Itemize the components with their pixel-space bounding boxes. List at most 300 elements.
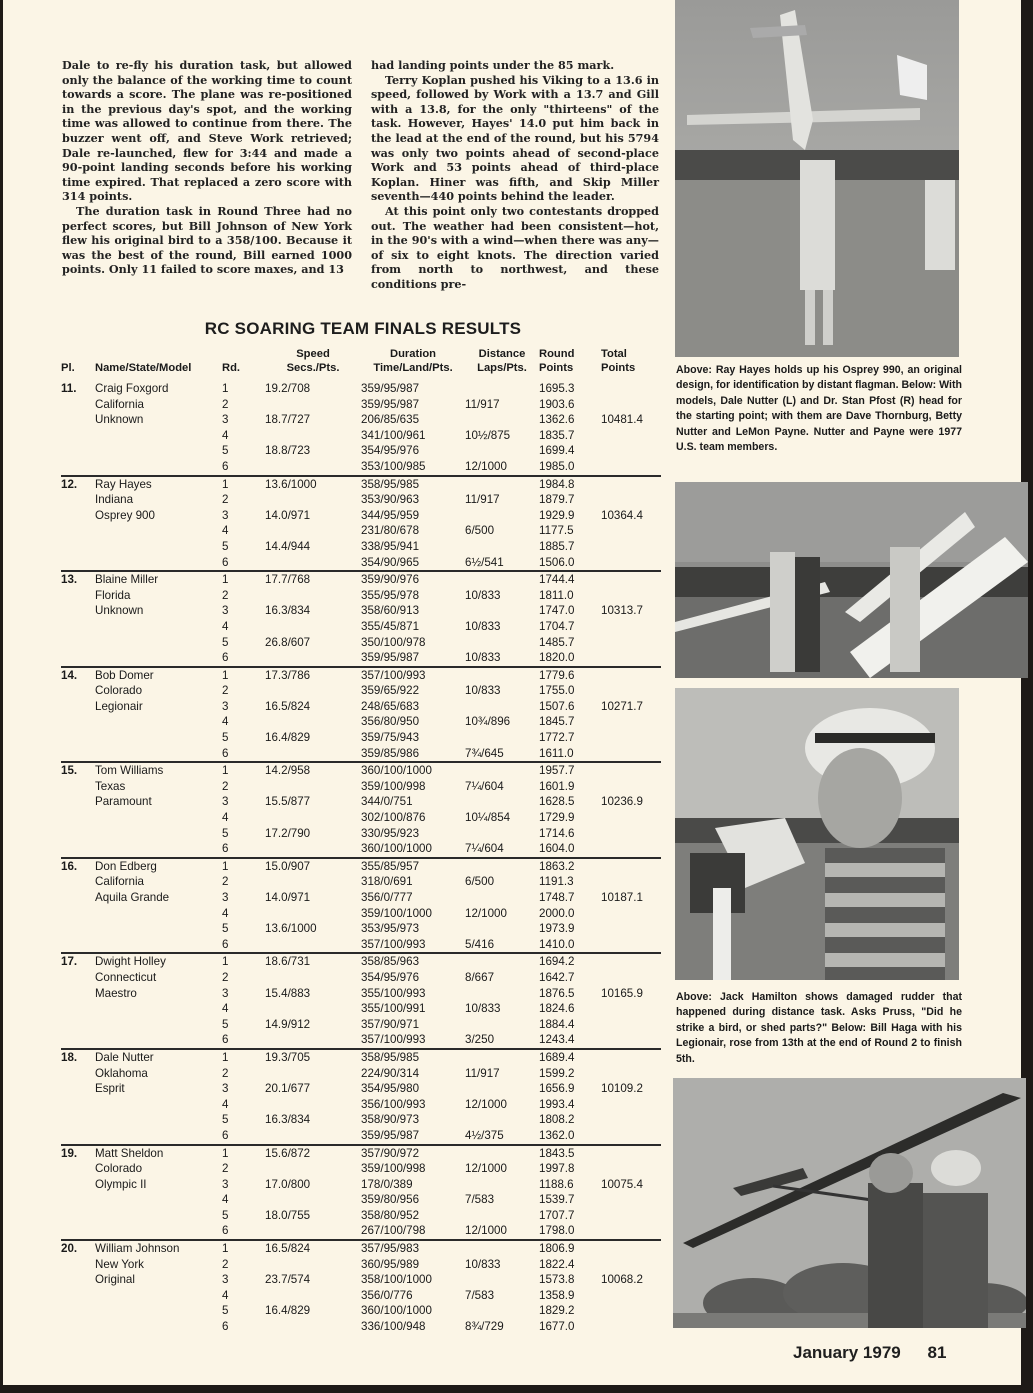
header-duration: Duration Time/Land/Pts. xyxy=(373,348,453,374)
place-cell: 16. xyxy=(61,859,78,873)
speed-cell: 16.3/834 xyxy=(265,1113,311,1127)
speed-cell: 15.6/872 xyxy=(265,1146,311,1160)
speed-cell xyxy=(265,683,361,699)
table-row xyxy=(61,1177,661,1193)
distance-cell xyxy=(465,1112,539,1128)
speed-cell: 18.8/723 xyxy=(265,444,311,458)
table-row xyxy=(61,699,661,715)
speed-cell: 17.0/800 xyxy=(265,1177,311,1191)
issue-date: January 1979 xyxy=(793,1343,901,1362)
place-cell: 13. xyxy=(61,573,78,587)
total-points-cell xyxy=(601,1303,661,1319)
round-points-cell: 1843.5 xyxy=(539,1146,575,1160)
distance-cell xyxy=(465,953,539,970)
round-number-cell: 3 xyxy=(222,1177,229,1191)
competitor-model-cell: Paramount xyxy=(95,795,152,809)
table-row xyxy=(61,779,661,795)
place-cell xyxy=(61,841,95,858)
speed-cell xyxy=(265,1032,361,1049)
table-row xyxy=(61,1192,661,1208)
round-number-cell: 1 xyxy=(222,859,229,873)
round-points-cell: 1885.7 xyxy=(539,539,575,553)
round-number-cell: 5 xyxy=(222,539,229,553)
total-points-cell xyxy=(601,826,661,842)
total-points-cell xyxy=(601,953,661,970)
round-points-cell: 1507.6 xyxy=(539,699,575,713)
empty-cell xyxy=(95,841,222,858)
total-points-cell xyxy=(601,381,661,397)
speed-cell xyxy=(265,1257,361,1273)
duration-cell: 359/80/956 xyxy=(361,1193,420,1207)
round-points-cell: 1177.5 xyxy=(539,524,574,538)
round-points-cell: 1829.2 xyxy=(539,1304,575,1318)
place-cell xyxy=(61,523,95,539)
place-cell xyxy=(61,746,95,763)
duration-cell: 267/100/798 xyxy=(361,1223,465,1240)
photo-caption: Above: Ray Hayes holds up his Osprey 990, an original design, for identification by distant flagman. Below: With models, Dale Nutter (L) and Dr. Stan Pfost (R) head for the starting point; with them are Dave Thornburg, Betty Nutter and LeMon Payne. Nutter and Payne were 1977 U.S. team members. xyxy=(676,364,962,454)
distance-cell: 10/833 xyxy=(465,619,501,633)
duration-cell: 357/95/983 xyxy=(361,1242,420,1256)
duration-cell: 356/0/776 xyxy=(361,1288,413,1302)
table-row xyxy=(61,443,661,459)
table-row xyxy=(61,650,661,667)
empty-cell xyxy=(95,1112,222,1128)
speed-cell xyxy=(265,459,361,476)
duration-cell: 248/65/683 xyxy=(361,699,420,713)
total-points-cell: 10364.4 xyxy=(601,508,643,522)
round-points-cell: 1729.9 xyxy=(539,811,575,825)
header-place: Pl. xyxy=(61,361,75,374)
round-number-cell: 3 xyxy=(222,699,229,713)
table-row xyxy=(61,730,661,746)
photo-bill-haga-image xyxy=(673,1078,1026,1328)
round-number-cell: 3 xyxy=(222,891,229,904)
speed-cell: 14.4/944 xyxy=(265,539,311,553)
duration-cell: 355/85/957 xyxy=(361,859,420,873)
speed-cell xyxy=(265,937,361,954)
duration-cell: 354/95/976 xyxy=(361,444,420,458)
speed-cell: 14.2/958 xyxy=(265,764,311,778)
distance-cell xyxy=(465,1177,539,1193)
round-number-cell: 4 xyxy=(222,428,229,442)
distance-cell: 11/917 xyxy=(465,493,500,507)
empty-cell xyxy=(95,1128,222,1145)
round-points-cell: 1707.7 xyxy=(539,1208,575,1222)
empty-cell xyxy=(95,1223,222,1240)
table-row xyxy=(61,746,661,763)
distance-cell xyxy=(465,667,539,684)
round-points-cell: 1191.3 xyxy=(539,875,574,889)
distance-cell: 10/833 xyxy=(465,650,539,667)
distance-cell xyxy=(465,762,539,779)
speed-cell xyxy=(265,1001,361,1017)
table-row xyxy=(61,1272,661,1288)
competitor-model-cell: Aquila Grande xyxy=(95,891,170,904)
duration-cell: 341/100/961 xyxy=(361,428,426,442)
header-name: Name/State/Model xyxy=(95,361,192,374)
speed-cell: 14.0/971 xyxy=(265,891,311,904)
competitor-state-cell: Florida xyxy=(95,588,131,602)
total-points-cell xyxy=(601,1240,661,1257)
round-points-cell: 1599.2 xyxy=(539,1066,575,1080)
place-cell xyxy=(61,1177,95,1193)
empty-cell xyxy=(95,826,222,842)
table-row xyxy=(61,921,661,937)
place-cell xyxy=(61,937,95,954)
competitor-state-cell: Oklahoma xyxy=(95,1066,148,1080)
results-header-row xyxy=(61,348,661,381)
round-number-cell: 5 xyxy=(222,922,229,936)
distance-cell xyxy=(465,699,539,715)
speed-cell: 23.7/574 xyxy=(265,1273,311,1287)
competitor-model-cell: Original xyxy=(95,1273,135,1287)
total-points-cell xyxy=(601,667,661,684)
duration-cell: 353/100/985 xyxy=(361,459,465,476)
table-row xyxy=(61,1303,661,1319)
table-row xyxy=(61,1240,661,1257)
distance-cell xyxy=(465,986,539,1002)
table-row xyxy=(61,1049,661,1066)
speed-cell: 15.0/907 xyxy=(265,859,311,873)
distance-cell: 8/667 xyxy=(465,970,495,984)
place-cell xyxy=(61,699,95,715)
magazine-page xyxy=(3,0,1021,1385)
duration-cell: 353/90/963 xyxy=(361,493,420,507)
total-points-cell xyxy=(601,841,661,858)
round-number-cell: 1 xyxy=(222,1146,229,1160)
empty-cell xyxy=(95,555,222,572)
total-points-cell: 10075.4 xyxy=(601,1177,643,1191)
total-points-cell xyxy=(601,1223,661,1240)
round-points-cell: 1845.7 xyxy=(539,715,575,729)
page-footer xyxy=(793,1343,946,1363)
round-number-cell: 1 xyxy=(222,955,229,969)
place-cell xyxy=(61,1032,95,1049)
photo-jack-hamilton xyxy=(675,688,959,980)
total-points-cell: 10068.2 xyxy=(601,1273,643,1287)
duration-cell: 360/100/1000 xyxy=(361,764,432,778)
total-points-cell xyxy=(601,762,661,779)
total-points-cell xyxy=(601,810,661,826)
competitor-name-cell: Craig Foxgord xyxy=(95,382,169,395)
total-points-cell xyxy=(601,1288,661,1304)
round-number-cell: 5 xyxy=(222,731,229,745)
competitor-state-cell: Colorado xyxy=(95,684,143,698)
round-points-cell: 1879.7 xyxy=(539,493,575,507)
round-points-cell: 1779.6 xyxy=(539,668,575,682)
results-title: RC SOARING TEAM FINALS RESULTS xyxy=(204,319,522,338)
speed-cell xyxy=(265,492,361,508)
place-cell xyxy=(61,986,95,1002)
round-number-cell: 2 xyxy=(222,1162,229,1176)
round-points-cell: 1656.9 xyxy=(539,1082,575,1096)
place-cell xyxy=(61,397,95,413)
duration-cell: 357/100/993 xyxy=(361,1032,465,1049)
round-number-cell: 6 xyxy=(222,841,265,858)
place-cell: 14. xyxy=(61,668,78,682)
header-round-points: Round Points xyxy=(539,348,575,374)
distance-cell xyxy=(465,508,539,524)
total-points-cell xyxy=(601,970,661,986)
round-points-cell: 1188.6 xyxy=(539,1177,574,1191)
round-points-cell: 1573.8 xyxy=(539,1273,575,1287)
duration-cell: 178/0/389 xyxy=(361,1177,413,1191)
competitor-state-cell: California xyxy=(95,875,144,889)
empty-cell xyxy=(95,1032,222,1049)
empty-cell xyxy=(95,523,222,539)
round-number-cell: 4 xyxy=(222,524,229,538)
round-number-cell: 5 xyxy=(222,1304,229,1318)
total-points-cell xyxy=(601,539,661,555)
round-number-cell: 6 xyxy=(222,937,265,954)
table-row xyxy=(61,412,661,428)
place-cell xyxy=(61,1303,95,1319)
speed-cell xyxy=(265,1223,361,1240)
round-points-cell: 1243.4 xyxy=(539,1032,601,1049)
table-row xyxy=(61,841,661,858)
speed-cell: 17.7/768 xyxy=(265,573,311,587)
place-cell xyxy=(61,1257,95,1273)
distance-cell xyxy=(465,1272,539,1288)
total-points-cell xyxy=(601,1257,661,1273)
round-points-cell: 1611.0 xyxy=(539,746,601,763)
competitor-model-cell: Legionair xyxy=(95,699,143,713)
place-cell xyxy=(61,603,95,619)
duration-cell: 344/95/959 xyxy=(361,508,420,522)
duration-cell: 360/100/1000 xyxy=(361,1304,432,1318)
round-points-cell: 1755.0 xyxy=(539,684,575,698)
total-points-cell xyxy=(601,1128,661,1145)
competitor-model-cell: Maestro xyxy=(95,986,137,1000)
table-row xyxy=(61,428,661,444)
place-cell xyxy=(61,1272,95,1288)
distance-cell: 11/917 xyxy=(465,397,500,411)
distance-cell: 10¼/854 xyxy=(465,811,511,825)
empty-cell xyxy=(95,1319,222,1335)
duration-cell: 353/95/973 xyxy=(361,922,420,936)
place-cell xyxy=(61,1223,95,1240)
round-number-cell: 1 xyxy=(222,382,229,395)
empty-cell xyxy=(95,1017,222,1033)
round-number-cell: 4 xyxy=(222,811,229,825)
place-cell: 11. xyxy=(61,382,77,395)
empty-cell xyxy=(95,428,222,444)
place-cell xyxy=(61,508,95,524)
table-row xyxy=(61,937,661,954)
competitor-model-cell: Olympic II xyxy=(95,1177,147,1191)
results-body xyxy=(61,381,661,1335)
round-points-cell: 1824.6 xyxy=(539,1002,575,1016)
total-points-cell xyxy=(601,1017,661,1033)
distance-cell: 12/1000 xyxy=(465,1162,507,1176)
total-points-cell xyxy=(601,443,661,459)
speed-cell: 16.3/834 xyxy=(265,604,311,618)
distance-cell: 12/1000 xyxy=(465,906,507,920)
round-number-cell: 4 xyxy=(222,1097,229,1111)
speed-cell: 17.2/790 xyxy=(265,826,311,840)
distance-cell: 10¾/896 xyxy=(465,715,511,729)
place-cell xyxy=(61,730,95,746)
round-points-cell: 1714.6 xyxy=(539,826,575,840)
speed-cell: 14.9/912 xyxy=(265,1017,311,1031)
round-number-cell: 2 xyxy=(222,779,229,793)
speed-cell: 18.7/727 xyxy=(265,413,311,427)
distance-cell: 10/833 xyxy=(465,684,501,698)
round-number-cell: 2 xyxy=(222,493,229,507)
total-points-cell xyxy=(601,1001,661,1017)
duration-cell: 359/95/987 xyxy=(361,650,465,667)
round-number-cell: 2 xyxy=(222,397,229,411)
table-row xyxy=(61,492,661,508)
total-points-cell xyxy=(601,1066,661,1082)
speed-cell xyxy=(265,746,361,763)
total-points-cell xyxy=(601,571,661,588)
total-points-cell xyxy=(601,650,661,667)
table-row xyxy=(61,1288,661,1304)
competitor-name-cell: William Johnson xyxy=(95,1242,180,1256)
total-points-cell xyxy=(601,1145,661,1162)
round-number-cell: 1 xyxy=(222,764,229,778)
table-row xyxy=(61,986,661,1002)
table-row xyxy=(61,858,661,875)
duration-cell: 358/95/985 xyxy=(361,477,420,491)
distance-cell: 4½/375 xyxy=(465,1128,539,1145)
round-number-cell: 5 xyxy=(222,826,229,840)
total-points-cell xyxy=(601,397,661,413)
distance-cell xyxy=(465,603,539,619)
table-row xyxy=(61,1145,661,1162)
place-cell xyxy=(61,1081,95,1097)
table-row xyxy=(61,762,661,779)
speed-cell xyxy=(265,523,361,539)
speed-cell: 19.3/705 xyxy=(265,1050,311,1064)
speed-cell xyxy=(265,1192,361,1208)
place-cell xyxy=(61,1128,95,1145)
speed-cell: 18.6/731 xyxy=(265,955,311,969)
speed-cell xyxy=(265,779,361,795)
table-row xyxy=(61,539,661,555)
table-row xyxy=(61,1017,661,1033)
competitor-name-cell: Bob Domer xyxy=(95,668,154,682)
place-cell xyxy=(61,1112,95,1128)
distance-cell: 12/1000 xyxy=(465,459,539,476)
round-number-cell: 2 xyxy=(222,1257,229,1271)
distance-cell: 10/833 xyxy=(465,1257,501,1271)
round-number-cell: 4 xyxy=(222,1288,229,1302)
place-cell xyxy=(61,1192,95,1208)
speed-cell xyxy=(265,619,361,635)
round-points-cell: 1798.0 xyxy=(539,1223,601,1240)
place-cell xyxy=(61,810,95,826)
table-row xyxy=(61,1319,661,1335)
table-row xyxy=(61,588,661,604)
round-number-cell: 2 xyxy=(222,970,229,984)
results-table xyxy=(61,348,661,1335)
distance-cell xyxy=(465,794,539,810)
empty-cell xyxy=(95,1192,222,1208)
duration-cell: 357/90/971 xyxy=(361,1017,420,1031)
empty-cell xyxy=(95,1208,222,1224)
total-points-cell xyxy=(601,1049,661,1066)
distance-cell xyxy=(465,1240,539,1257)
photo-jack-hamilton-image xyxy=(675,688,959,980)
duration-cell: 355/45/871 xyxy=(361,619,420,633)
round-number-cell: 1 xyxy=(222,668,229,682)
table-row xyxy=(61,970,661,986)
table-row xyxy=(61,635,661,651)
place-cell xyxy=(61,412,95,428)
table-row xyxy=(61,476,661,493)
place-cell xyxy=(61,650,95,667)
article-paragraph: Terry Koplan pushed his Viking to a 13.6 in speed, followed by Work with a 13.7 and Gill with a 13.8, for the only "thirteens" of the task. However, Hayes' 14.0 put him back in the lead at the end of the round, but his 5794 was only two points ahead of second-place Work and 53 points ahead of third-place Koplan. Hiner was fifth, and Skip Miller seventh—440 points behind the leader. xyxy=(371,72,659,204)
distance-cell: 3/250 xyxy=(465,1032,539,1049)
table-row xyxy=(61,1001,661,1017)
speed-cell: 16.5/824 xyxy=(265,699,311,713)
table-row xyxy=(61,397,661,413)
round-points-cell: 1984.8 xyxy=(539,477,575,491)
place-cell: 20. xyxy=(61,1242,78,1256)
duration-cell: 357/90/972 xyxy=(361,1146,420,1160)
speed-cell xyxy=(265,588,361,604)
place-cell xyxy=(61,555,95,572)
place-cell xyxy=(61,1161,95,1177)
total-points-cell xyxy=(601,1032,661,1049)
competitor-state-cell: Colorado xyxy=(95,1162,143,1176)
total-points-cell xyxy=(601,746,661,763)
round-points-cell: 1876.5 xyxy=(539,986,575,1000)
distance-cell xyxy=(465,381,539,397)
total-points-cell xyxy=(601,1097,661,1113)
total-points-cell xyxy=(601,459,661,476)
header-speed: Speed Secs./Pts. xyxy=(286,348,340,374)
duration-cell: 357/100/993 xyxy=(361,937,465,954)
round-points-cell: 1822.4 xyxy=(539,1257,575,1271)
table-row xyxy=(61,1112,661,1128)
duration-cell: 358/60/913 xyxy=(361,604,420,618)
empty-cell xyxy=(95,459,222,476)
place-cell xyxy=(61,1066,95,1082)
table-row xyxy=(61,1161,661,1177)
duration-cell: 356/0/777 xyxy=(361,891,413,904)
empty-cell xyxy=(95,746,222,763)
total-points-cell xyxy=(601,858,661,875)
place-cell xyxy=(61,1001,95,1017)
distance-cell xyxy=(465,635,539,651)
speed-cell xyxy=(265,555,361,572)
total-points-cell xyxy=(601,779,661,795)
table-row xyxy=(61,1097,661,1113)
competitor-model-cell: Osprey 900 xyxy=(95,508,155,522)
distance-cell xyxy=(465,890,539,906)
speed-cell: 20.1/677 xyxy=(265,1082,311,1096)
table-row xyxy=(61,1066,661,1082)
round-points-cell: 1835.7 xyxy=(539,428,575,442)
place-cell xyxy=(61,683,95,699)
competitor-name-cell: Tom Williams xyxy=(95,764,164,778)
header-round: Rd. xyxy=(222,361,241,374)
competitor-name-cell: Blaine Miller xyxy=(95,573,159,587)
round-number-cell: 6 xyxy=(222,459,265,476)
distance-cell xyxy=(465,476,539,493)
place-cell xyxy=(61,826,95,842)
duration-cell: 350/100/978 xyxy=(361,635,426,649)
total-points-cell xyxy=(601,1192,661,1208)
place-cell xyxy=(61,635,95,651)
round-points-cell: 1362.0 xyxy=(539,1128,601,1145)
round-number-cell: 4 xyxy=(222,715,229,729)
total-points-cell xyxy=(601,555,661,572)
round-number-cell: 1 xyxy=(222,1050,229,1064)
